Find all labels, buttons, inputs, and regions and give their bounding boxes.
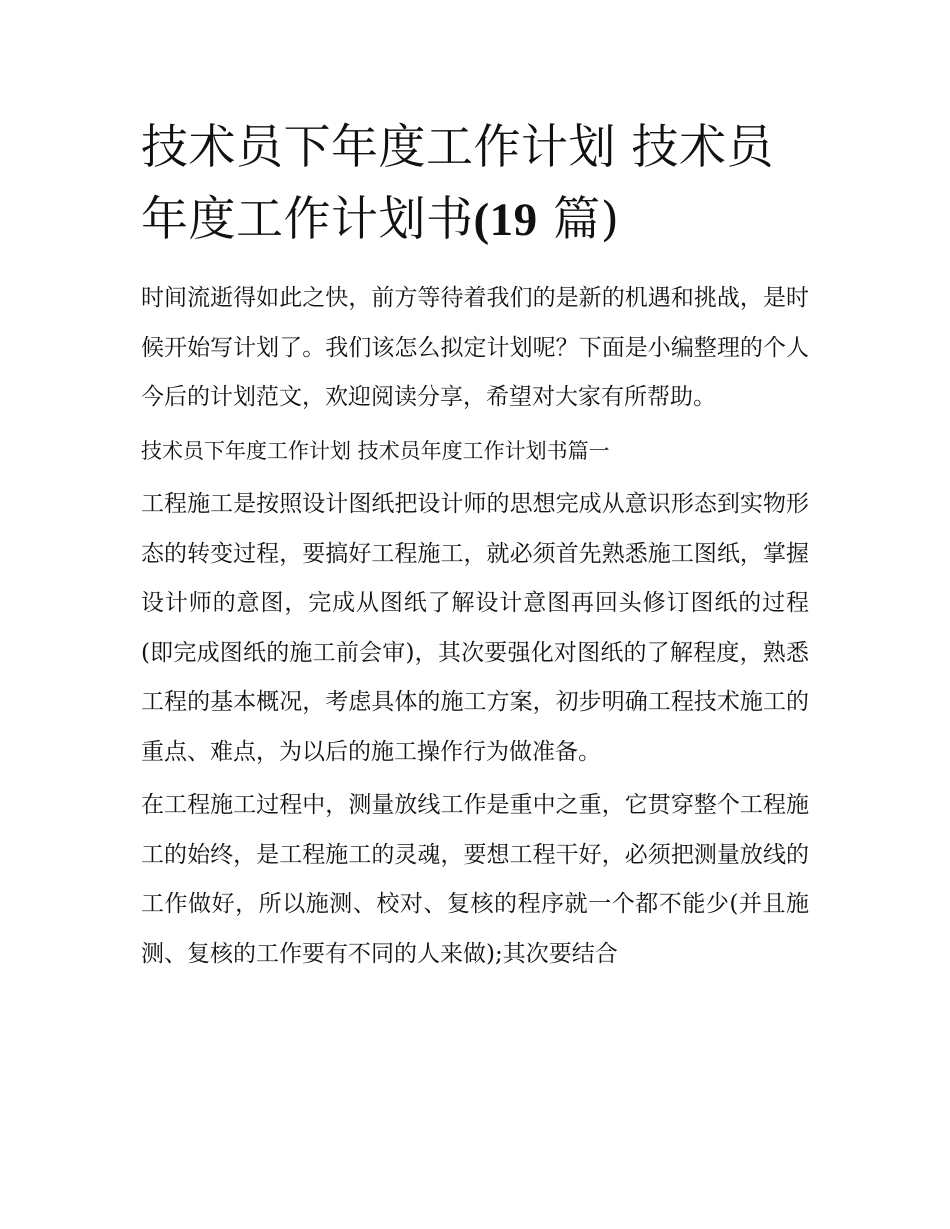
- page-title: [141, 112, 809, 256]
- section-heading: 技术员下年度工作计划 技术员年度工作计划书篇一: [141, 438, 610, 463]
- body-paragraph-2: 在工程施工过程中，测量放线工作是重中之重，它贯穿整个工程施工的始终，是工程施工的灵魂，要想工程干好，必须把测量放线的工作做好，所以施测、校对、复核的程序就一个都不能少(并且施测、复核的工作要有不同的人来做);其次要结合: [141, 792, 809, 967]
- title-text: 技术员下年度工作计划 技术员年度工作计划书: [141, 120, 774, 247]
- intro-paragraph: 时间流逝得如此之快，前方等待着我们的是新的机遇和挑战，是时候开始写计划了。我们该怎么拟定计划呢？下面是小编整理的个人今后的计划范文，欢迎阅读分享，希望对大家有所帮助。: [141, 285, 809, 410]
- title-suffix: 篇): [537, 192, 620, 247]
- title-count: (19: [473, 194, 538, 246]
- body-paragraph-1: 工程施工是按照设计图纸把设计师的思想完成从意识形态到实物形态的转变过程，要搞好工程施工，就必须首先熟悉施工图纸，掌握设计师的意图，完成从图纸了解设计意图再回头修订图纸的过程(即完成图纸的施工前会审)，其次要强化对图纸的了解程度，熟悉工程的基本概况，考虑具体的施工方案，初步明确工程技术施工的重点、难点，为以后的施工操作行为做准备。: [141, 491, 809, 765]
- document-body: [141, 112, 809, 983]
